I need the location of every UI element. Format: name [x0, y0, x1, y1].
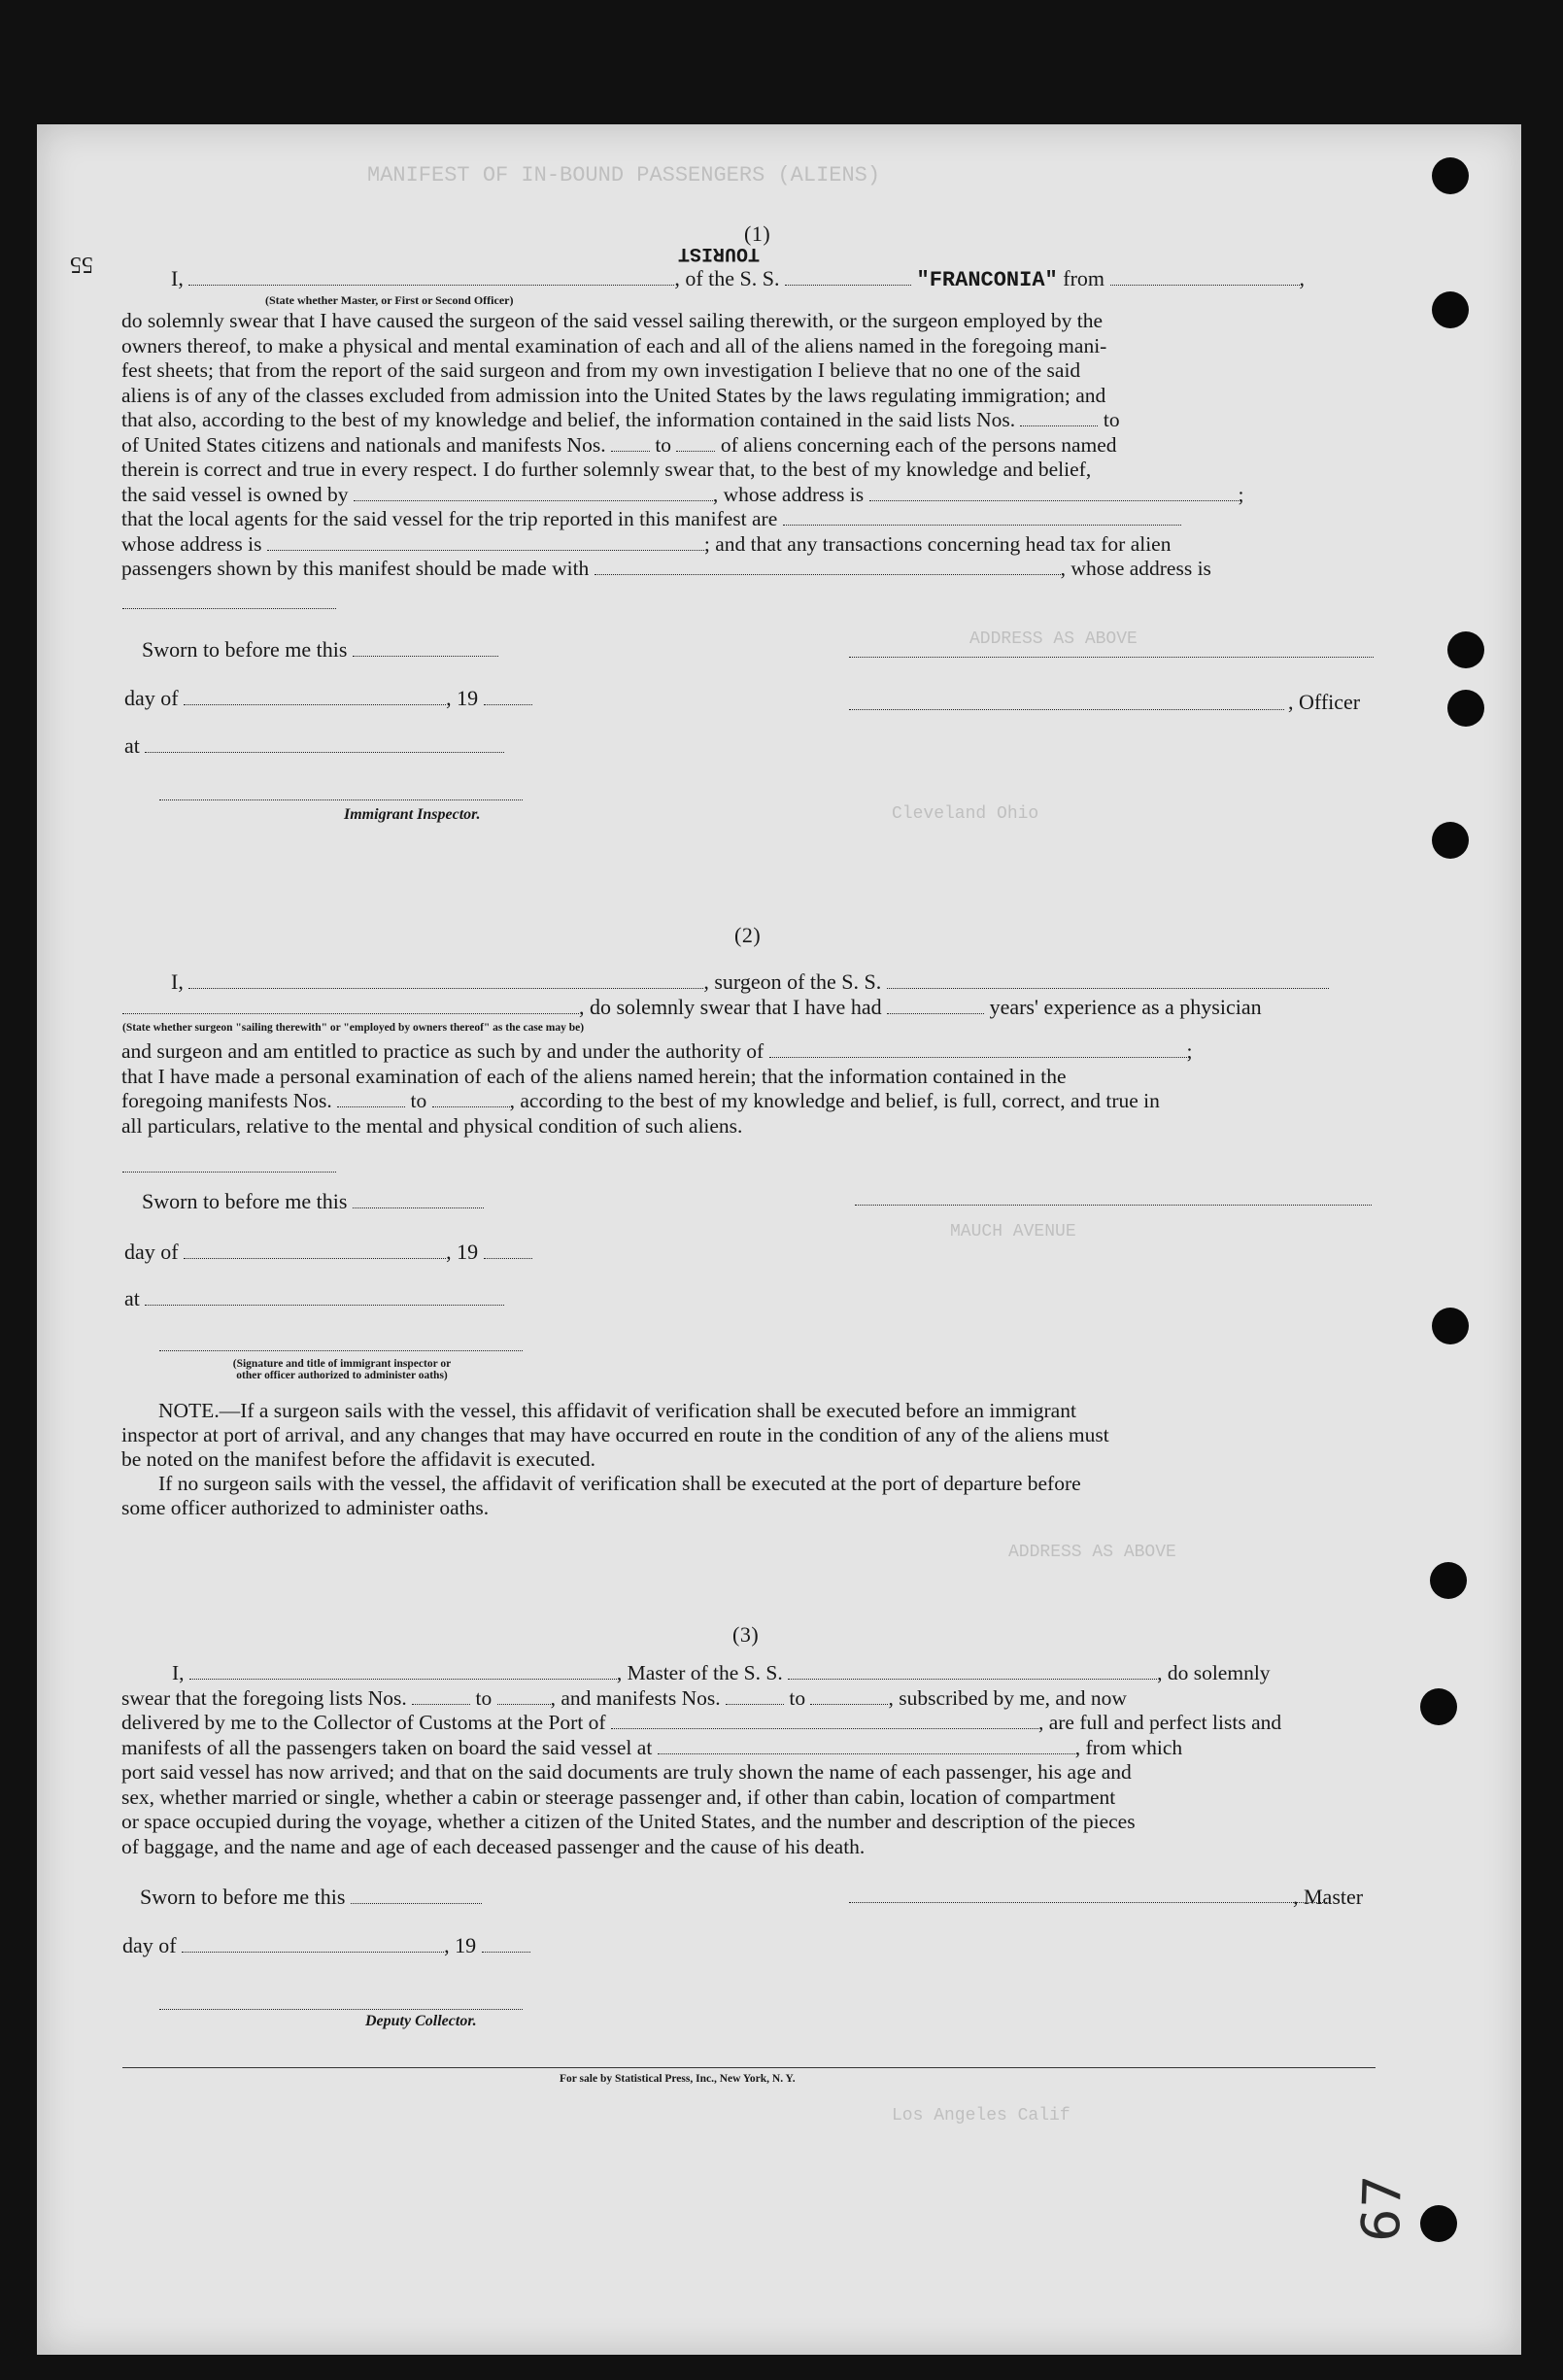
- binder-hole: [1420, 2205, 1457, 2242]
- s2-text-line: foregoing manifests Nos. to , according to the best of my knowledge and belief, is full, correct, and true in: [121, 1089, 1160, 1112]
- s2-sworn-line: Sworn to before me this: [142, 1189, 484, 1214]
- collector-rule: [159, 2009, 523, 2010]
- bleed-through-text: MAUCH AVENUE: [950, 1222, 1076, 1241]
- s2-blank-rule: [122, 1172, 336, 1173]
- binder-hole: [1432, 1308, 1469, 1344]
- note-line: some officer authorized to administer oaths.: [121, 1496, 490, 1519]
- s2-text-line: and surgeon and am entitled to practice as such by and under the authority of ;: [121, 1039, 1193, 1063]
- s2-line2: , do solemnly swear that I have had years' experience as a physician: [122, 995, 1262, 1020]
- s1-from-label: from: [1063, 266, 1105, 290]
- s1-blank-rule: [122, 608, 336, 609]
- handwritten-page-number: 67: [1349, 2174, 1414, 2243]
- bleed-through-text: ADDRESS AS ABOVE: [1008, 1543, 1176, 1562]
- bleed-through-text: Cleveland Ohio: [892, 804, 1039, 824]
- immigrant-inspector-label: Immigrant Inspector.: [344, 806, 481, 823]
- note-line: inspector at port of arrival, and any changes that may have occurred en route in the condition of any of the aliens must: [121, 1423, 1109, 1446]
- s3-text-line: swear that the foregoing lists Nos. to , and manifests Nos. to , subscribed by me, and now: [121, 1685, 1127, 1710]
- ship-name-stamp: "FRANCONIA": [916, 268, 1058, 292]
- s3-paragraph: [121, 1661, 1281, 1859]
- section-1-number: (1): [744, 221, 771, 246]
- s1-text-line: owners thereof, to make a physical and mental examination of each and all of the aliens named in the foregoing mani-: [121, 333, 1107, 357]
- deputy-collector-label: Deputy Collector.: [365, 2013, 477, 2029]
- s3-text-line: port said vessel has now arrived; and that on the said documents are truly shown the name of each passenger, his age and: [121, 1760, 1132, 1784]
- s2-signature-rule: [159, 1350, 523, 1351]
- footer-divider: [122, 2067, 1376, 2068]
- s1-text-line: that also, according to the best of my knowledge and belief, the information contained in the said lists Nos. to: [121, 408, 1120, 431]
- signature-caption: (Signature and title of immigrant inspector or other officer authorized to administer oaths): [232, 1358, 452, 1381]
- s2-day-line: day of , 19: [124, 1240, 532, 1265]
- s1-text-line: that the local agents for the said vessel for the trip reported in this manifest are: [121, 507, 1243, 532]
- binder-hole: [1447, 631, 1484, 668]
- binder-hole: [1432, 291, 1469, 328]
- s3-text-line: manifests of all the passengers taken on board the said vessel at , from which: [121, 1735, 1183, 1759]
- s2-line1: I, , surgeon of the S. S.: [171, 969, 1329, 995]
- note-line: NOTE.—If a surgeon sails with the vessel, this affidavit of verification shall be executed before an immigrant: [158, 1399, 1076, 1422]
- note-paragraph: [121, 1399, 1109, 1520]
- s1-text-line: do solemnly swear that I have caused the surgeon of the said vessel sailing therewith, or the surgeon employed by the: [121, 309, 1104, 332]
- class-stamp: TOURIST: [678, 242, 761, 264]
- printer-credit: For sale by Statistical Press, Inc., New York, N. Y.: [560, 2073, 796, 2085]
- s3-sworn-line: Sworn to before me this: [140, 1885, 482, 1910]
- bleed-through-text: ADDRESS AS ABOVE: [969, 629, 1138, 649]
- s3-text-line: delivered by me to the Collector of Customs at the Port of , are full and perfect lists and: [121, 1711, 1282, 1734]
- s1-line1: I, , of the S. S. "FRANCONIA" from ,: [171, 266, 1306, 292]
- master-signature-rule: [849, 1902, 1327, 1903]
- note-line: If no surgeon sails with the vessel, the affidavit of verification shall be executed at the port of departure before: [158, 1472, 1081, 1495]
- margin-number: 55: [70, 252, 93, 277]
- s1-text-line: whose address is ; and that any transactions concerning head tax for alien: [121, 531, 1172, 556]
- s2-text-line: that I have made a personal examination of each of the aliens named herein; that the information contained in the: [121, 1064, 1067, 1088]
- master-label: , Master: [1293, 1885, 1364, 1909]
- s1-paragraph: [121, 309, 1243, 582]
- s1-text-line: passengers shown by this manifest should be made with , whose address is: [121, 557, 1211, 580]
- s1-text-line: therein is correct and true in every respect. I do further solemnly swear that, to the best of my knowledge and belief,: [121, 458, 1092, 481]
- officer-caption: (State whether Master, or First or Second Officer): [265, 293, 514, 307]
- s1-text-line: fest sheets; that from the report of the said surgeon and from my own investigation I believe that no one of the said: [121, 358, 1081, 382]
- surgeon-signature-rule: [855, 1205, 1372, 1206]
- s3-day-line: day of , 19: [122, 1933, 530, 1958]
- bleed-through-text: Los Angeles Calif: [892, 2106, 1070, 2125]
- s2-text-line: all particulars, relative to the mental and physical condition of such aliens.: [121, 1113, 743, 1138]
- s1-sworn-line: Sworn to before me this: [142, 637, 498, 663]
- s2-paragraph: [121, 1039, 1192, 1139]
- section-3-number: (3): [732, 1622, 760, 1647]
- s1-day-line: day of , 19: [124, 686, 532, 711]
- surgeon-caption: (State whether surgeon "sailing therewith" or "employed by owners thereof" as the case may be): [122, 1022, 585, 1034]
- s1-prefix: I,: [171, 266, 184, 290]
- note-line: be noted on the manifest before the affidavit is executed.: [121, 1447, 595, 1471]
- binder-hole: [1420, 1688, 1457, 1725]
- s1-text-line: aliens is of any of the classes excluded from admission into the United States by the laws regulating immigration; and: [121, 383, 1106, 407]
- binder-hole: [1447, 690, 1484, 727]
- s1-ship-label: , of the S. S.: [674, 266, 780, 290]
- s1-text-line: of United States citizens and nationals and manifests Nos. to of aliens concerning each of the persons named: [121, 432, 1117, 457]
- s1-at-line: at: [124, 733, 504, 759]
- s1-text-line: the said vessel is owned by , whose address is ;: [121, 482, 1244, 506]
- section-2-number: (2): [734, 923, 762, 947]
- faint-header-text: MANIFEST OF IN-BOUND PASSENGERS (ALIENS): [367, 163, 881, 187]
- s3-text-line: I, , Master of the S. S. , do solemnly: [172, 1661, 1271, 1684]
- binder-hole: [1432, 822, 1469, 859]
- manifest-page: [37, 124, 1521, 2355]
- binder-hole: [1430, 1562, 1467, 1599]
- binder-hole: [1432, 157, 1469, 194]
- s3-text-line: of baggage, and the name and age of each deceased passenger and the cause of his death.: [121, 1834, 866, 1858]
- s3-text-line: or space occupied during the voyage, whether a citizen of the United States, and the number and description of the pieces: [121, 1810, 1136, 1833]
- s2-at-line: at: [124, 1286, 504, 1311]
- s3-text-line: sex, whether married or single, whether a cabin or steerage passenger and, if other than cabin, location of compartment: [121, 1785, 1116, 1809]
- officer-label: , Officer: [1288, 690, 1361, 714]
- officer-signature-rule: [849, 657, 1374, 658]
- inspector-rule: [159, 799, 523, 800]
- officer-rule: [849, 709, 1284, 710]
